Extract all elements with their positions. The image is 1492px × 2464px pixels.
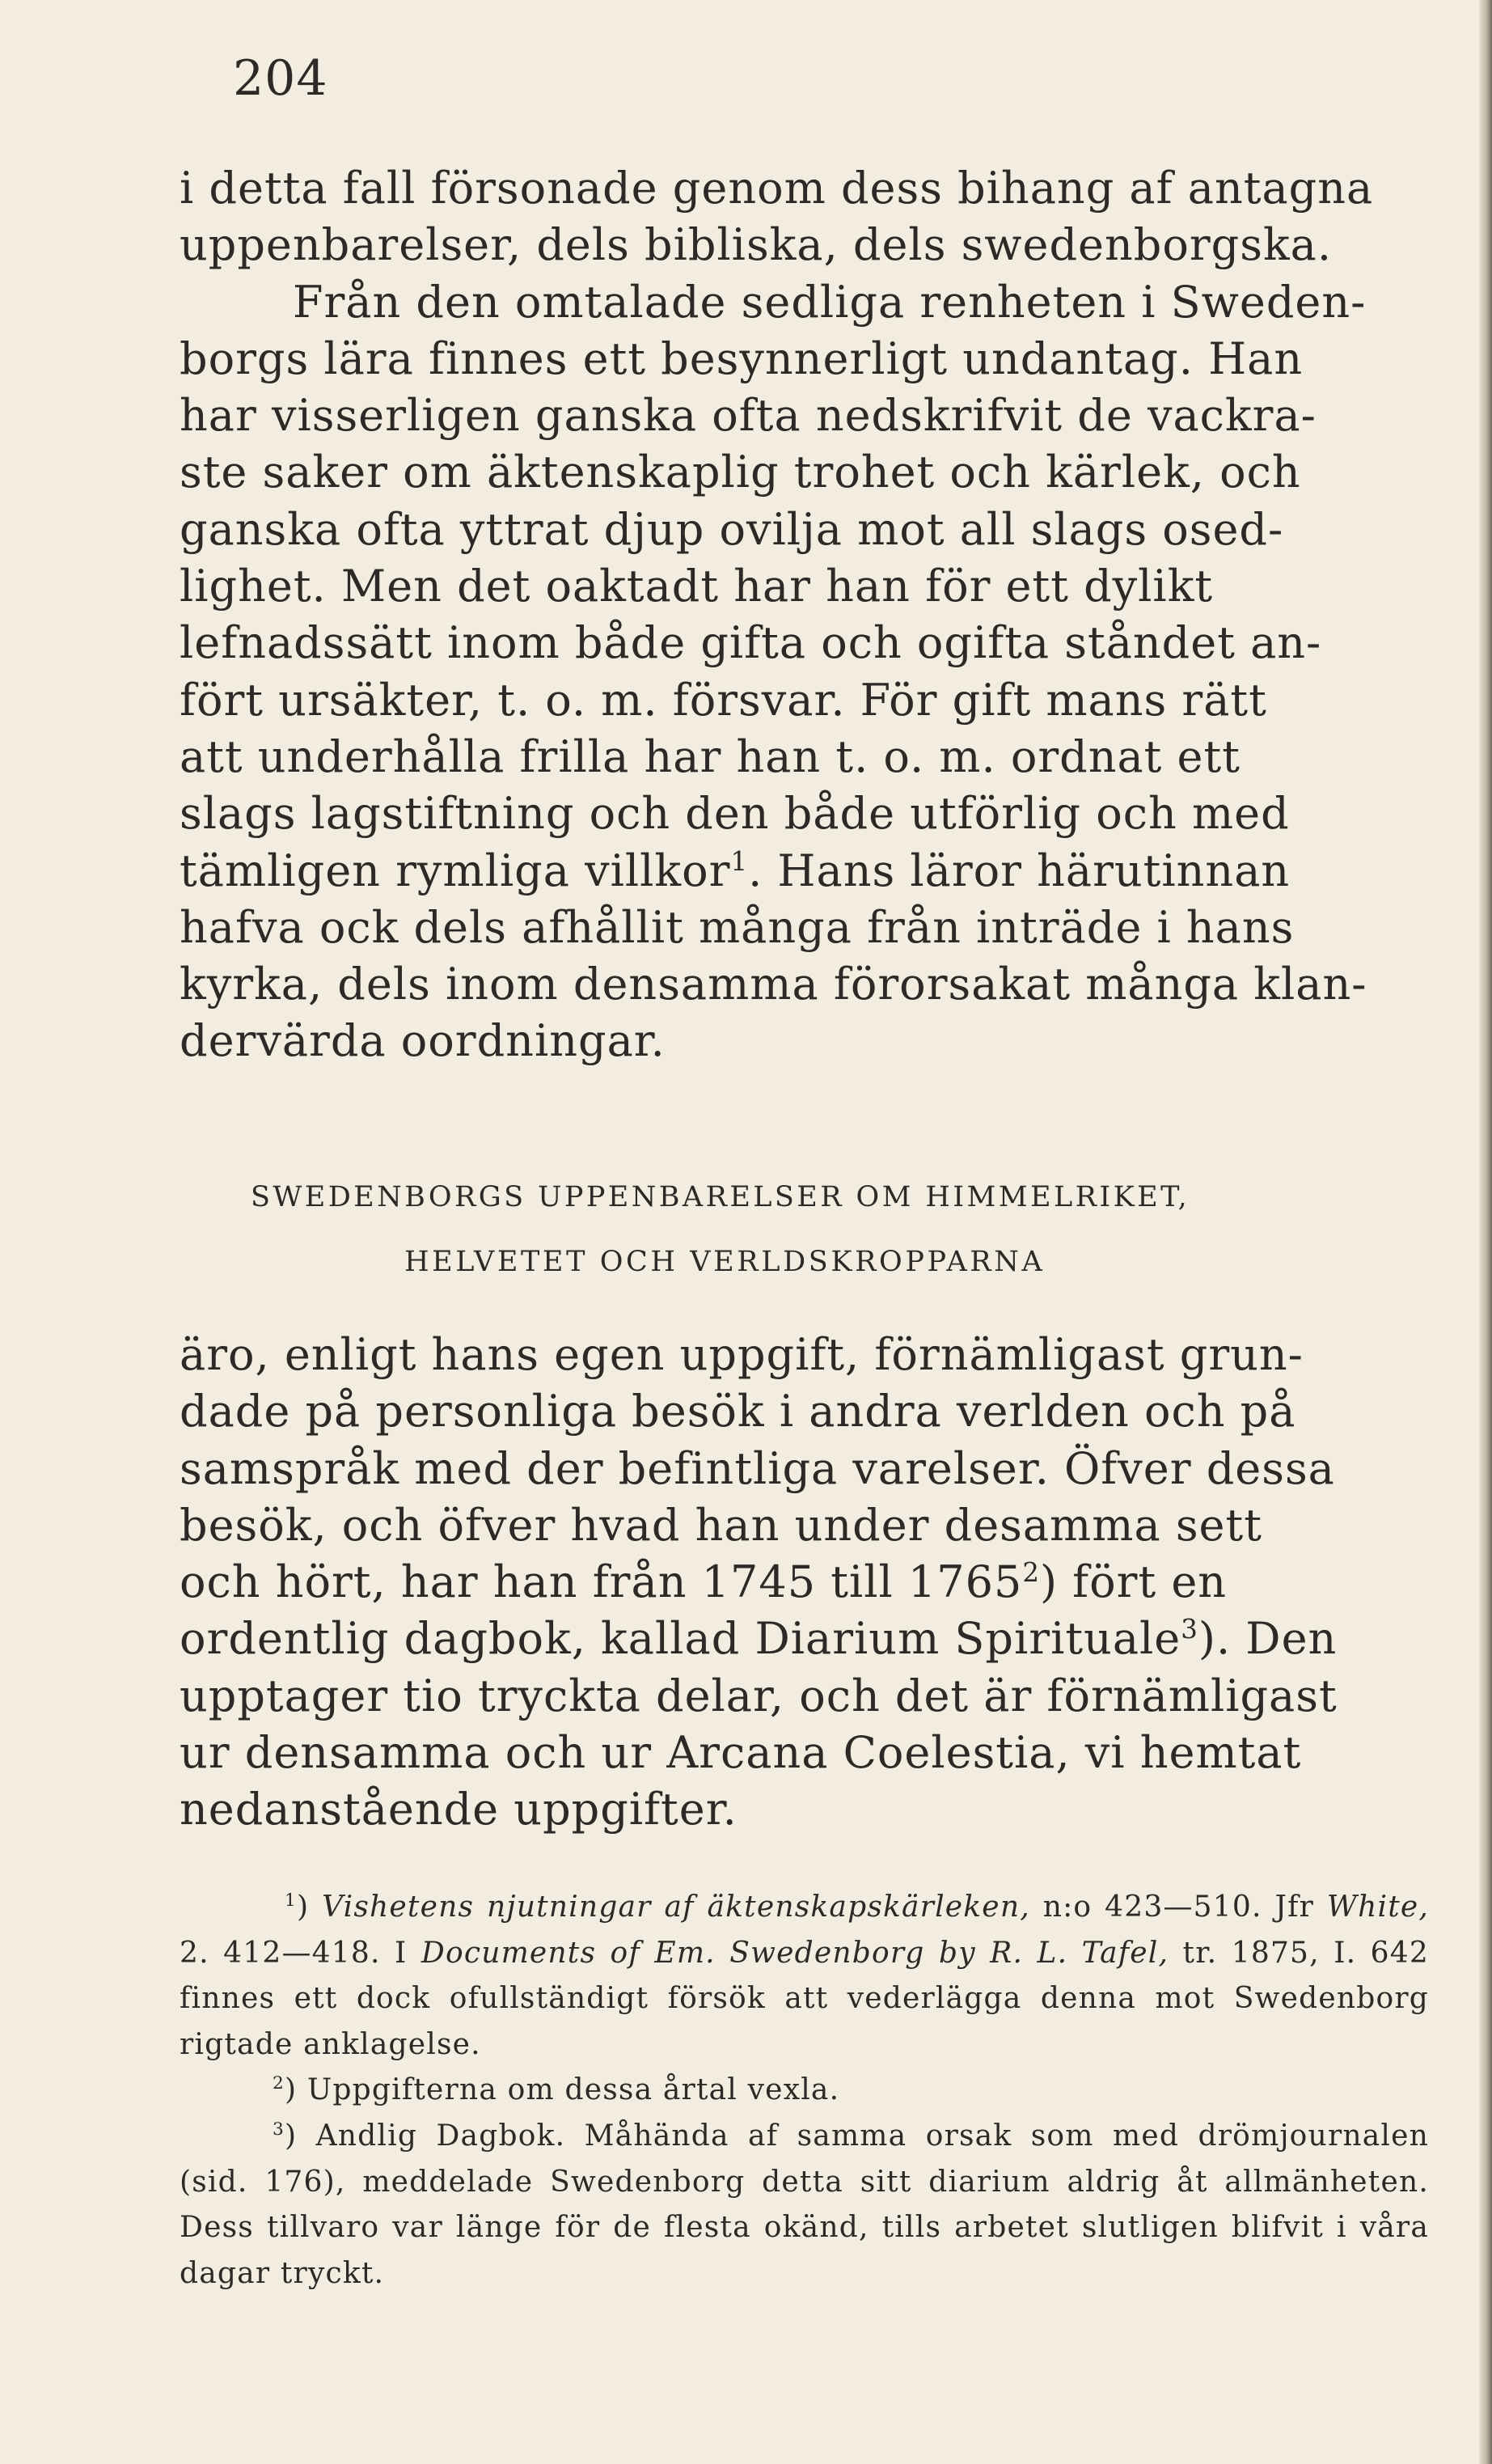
text-fragment: och hört, har han från 1745 till 1765: [180, 1556, 1023, 1608]
author-name: White,: [1326, 1890, 1430, 1924]
footnotes: [180, 1885, 1429, 2297]
body-paragraph-2: [180, 1327, 1425, 1839]
text-line: att underhålla frilla har han t. o. m. ordnat ett: [180, 730, 1241, 782]
text-line: lighet. Men det oaktadt har han för ett dylikt: [180, 561, 1214, 612]
footnote-ref-1: 1: [730, 845, 749, 877]
footnote-text: tr. 1875, I. 642 finnes ett dock ofullständigt försök att vederlägga denna mot Swedenborg rigtade anklagelse.: [180, 1936, 1429, 2061]
text-line: besök, och öfver hvad han under desamma sett: [180, 1499, 1262, 1551]
text-line: fört ursäkter, t. o. m. försvar. För gift mans rätt: [180, 674, 1267, 726]
footnote-ref-3: 3: [1181, 1614, 1198, 1645]
text-line: kyrka, dels inom densamma förorsakat många klan-: [180, 959, 1367, 1010]
text-line: i detta fall försonade genom dess bihang af antagna: [180, 163, 1374, 214]
section-heading-line-1: SWEDENBORGS UPPENBARELSER OM HIMMELRIKET,: [251, 1181, 1190, 1213]
text-line: ur densamma och ur Arcana Coelestia, vi hemtat: [180, 1727, 1302, 1779]
text-line: uppenbarelser, dels bibliska, dels swedenborgska.: [180, 219, 1333, 271]
text-line: samspråk med der befintliga varelser. Öfver dessa: [180, 1442, 1335, 1494]
page-number: 204: [233, 50, 328, 107]
page-edge: [1479, 0, 1492, 2464]
footnote-text: Uppgifterna om dessa årtal vexla.: [306, 2073, 840, 2107]
text-fragment: tämligen rymliga villkor: [180, 845, 731, 896]
book-title: Documents of Em. Swedenborg by R. L. Tafel,: [421, 1936, 1169, 1970]
footnote-text: 2. 412—418. I: [180, 1936, 421, 1970]
body-paragraph-1: [180, 160, 1425, 1070]
text-line: upptager tio tryckta delar, och det är förnämligast: [180, 1670, 1338, 1721]
footnote-2: $^2$) Uppgifterna om dessa årtal vexla.: [273, 2073, 840, 2107]
text-fragment: . Hans läror härutinnan: [748, 845, 1291, 896]
text-fragment: ) fört en: [1039, 1556, 1228, 1608]
text-line: dade på personliga besök i andra verlden och på: [180, 1386, 1296, 1437]
text-line: dervärda oordningar.: [180, 1015, 666, 1067]
footnote-marker: 2: [273, 2073, 285, 2094]
text-line: lefnadssätt inom både gifta och ogifta ståndet an-: [180, 617, 1322, 669]
footnote-3: $^3$) Andlig Dagbok. Måhända af samma orsak som med drömjournalen (sid. 176), meddelade Swedenborg detta sitt diarium aldrig åt allmänheten. Dess tillvaro var länge för de flesta okänd, tills arbetet slutligen blifvit i våra dagar tryckt.: [180, 2119, 1429, 2290]
footnote-marker: 3: [273, 2119, 285, 2140]
text-line: [180, 843, 1425, 900]
text-line: hafva ock dels afhållit många från inträde i hans: [180, 901, 1295, 953]
footnote-1: $^1$) Vishetens njutningar af äktenskapskärleken, n:o 423—510. Jfr White, 2. 412—418. I Documents of Em. Swedenborg by R. L. Tafel, tr. 1875, I. 642 finnes ett dock ofullständigt försök att vederlägga denna mot Swedenborg rigtade anklagelse.: [180, 1890, 1430, 2061]
text-line: [180, 1611, 1425, 1667]
text-fragment: ). Den: [1198, 1613, 1338, 1665]
text-line: äro, enligt hans egen uppgift, förnämligast grun-: [180, 1329, 1304, 1380]
footnote-text: n:o 423—510. Jfr: [1029, 1890, 1327, 1924]
book-title: Vishetens njutningar af äktenskapskärleken,: [322, 1890, 1030, 1924]
text-line: borgs lära finnes ett besynnerligt undantag. Han: [180, 332, 1304, 384]
footnote-marker: 1: [285, 1890, 297, 1911]
footnote-text: Andlig Dagbok. Måhända af samma orsak som med drömjournalen (sid. 176), meddelade Swedenborg detta sitt diarium aldrig åt allmänheten. Dess tillvaro var länge för de flesta okänd, tills arbetet slutligen blifvit i våra dagar tryckt.: [180, 2119, 1429, 2290]
text-fragment: ordentlig dagbok, kallad Diarium Spirituale: [180, 1613, 1181, 1665]
text-line: ste saker om äktenskaplig trohet och kärlek, och: [180, 447, 1301, 498]
text-line: slags lagstiftning och den både utförlig och med: [180, 788, 1290, 840]
text-line: nedanstående uppgifter.: [180, 1784, 738, 1835]
text-line: har visserligen ganska ofta nedskrifvit de vackra-: [180, 390, 1317, 442]
text-line: [180, 1554, 1425, 1611]
section-heading-line-2: HELVETET OCH VERLDSKROPPARNA: [404, 1246, 1046, 1278]
text-line: ganska ofta yttrat djup ovilja mot all slags osed-: [180, 503, 1284, 555]
footnote-ref-2: 2: [1022, 1557, 1040, 1589]
text-line: Från den omtalade sedliga renheten i Sweden-: [293, 276, 1367, 328]
